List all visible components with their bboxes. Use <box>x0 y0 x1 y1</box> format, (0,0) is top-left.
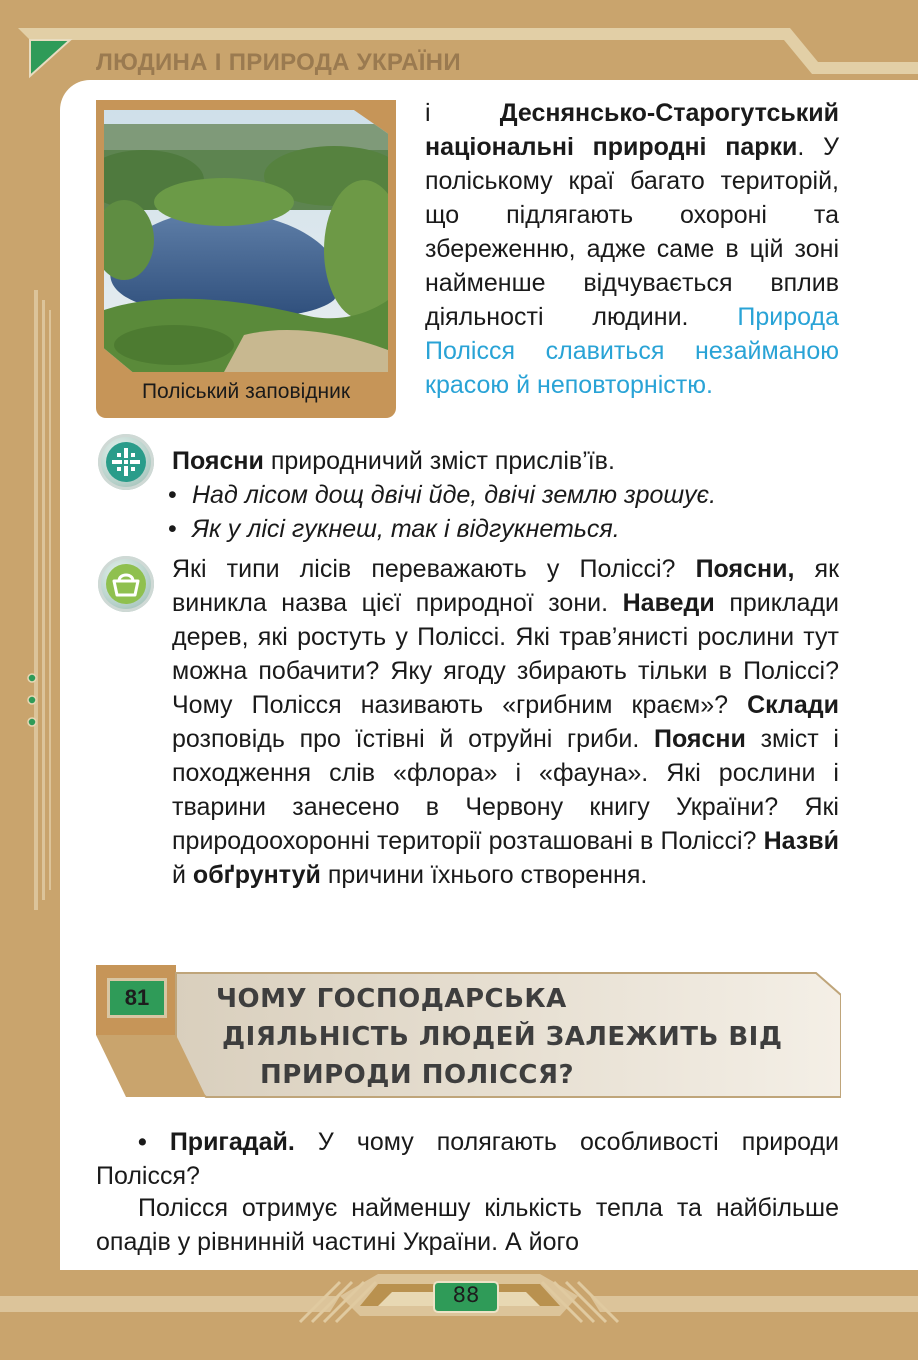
lesson-number: 81 <box>107 978 167 1018</box>
proverb-text: Як у лісі гукнеш, так і відгукнеться. <box>192 515 620 543</box>
question-text: причини їхнього створення. <box>320 861 648 889</box>
intro-paragraph <box>425 96 839 402</box>
figure-caption: Поліський заповідник <box>141 380 351 403</box>
proverbs-lead-bold: Поясни <box>172 447 264 475</box>
running-title: ЛЮДИНА І ПРИРОДА УКРАЇНИ <box>96 49 461 76</box>
proverb-item: • Над лісом дощ двічі йде, двічі землю зрошує. <box>168 481 717 509</box>
intro-text: . У поліському краї багато територій, що підлягають охороні та збереженню, адже саме в цій зоні найменше відчувається вплив діяльності людини. <box>425 133 839 331</box>
question-text: розповідь про їстівні й отруйні гриби. <box>172 725 654 753</box>
question-text: й <box>172 861 193 889</box>
recall-text: У чому полягають особливості природи Полісся? <box>96 1128 839 1190</box>
task-verb: обґрунтуй <box>192 861 321 889</box>
task-verb: Назви́ <box>763 827 839 855</box>
recall-bold: Пригадай. <box>169 1128 295 1156</box>
proverbs-task <box>172 444 839 478</box>
lesson-title <box>216 980 783 1094</box>
task-verb: Поясни, <box>695 555 795 583</box>
question-text: приклади дерев, які ростуть у Поліссі. Які трав’янисті рослини тут можна побачити? Яку ягоду збирають тільки в Поліссі? Чому Полісся називають «грибним краєм»? <box>172 589 839 719</box>
parks-names: Деснянсько-Старогутський національні природні парки <box>425 99 839 161</box>
recall-bullet: • <box>138 1128 147 1156</box>
proverbs-lead-rest: природничий зміст прислів’їв. <box>263 447 615 475</box>
recall-task <box>96 1125 839 1193</box>
basket-icon <box>98 556 154 612</box>
page-number: 88 <box>452 1283 480 1307</box>
task-verb: Поясни <box>653 725 746 753</box>
task-verb: Наведи <box>622 589 715 617</box>
proverb-text: Над лісом дощ двічі йде, двічі землю зрошує. <box>192 481 717 509</box>
task-verb: Склади <box>747 691 839 719</box>
intro-start: і <box>425 99 500 127</box>
question-text: як виникла назва цієї природної зони. <box>172 555 840 617</box>
lesson-title-line: ПРИРОДИ ПОЛІССЯ? <box>260 1060 575 1090</box>
footer-ornament <box>0 1262 918 1360</box>
intro-highlight: Природа Полісся славиться незайманою красою й неповторністю. <box>425 303 839 399</box>
question-text: Які типи лісів переважають у Поліссі? <box>172 555 696 583</box>
proverb-item: • Як у лісі гукнеш, так і відгукнеться. <box>168 515 620 543</box>
questions-task <box>172 552 839 892</box>
question-text: зміст і походження слів «флора» і «фауна». Які рослини і тварини занесено в Червону книгу України? Які природоохоронні території розташовані в Поліссі? <box>172 725 839 855</box>
lesson-title-line: ДІЯЛЬНІСТЬ ЛЮДЕЙ ЗАЛЕЖИТЬ ВІД <box>222 1022 783 1052</box>
lake-landscape-image <box>104 110 388 372</box>
margin-dots <box>26 672 38 732</box>
reserve-photo <box>104 110 388 372</box>
ornament-icon <box>98 434 154 490</box>
body-paragraph: Полісся отримує найменшу кількість тепла та найбільше опадів у рівнинній частині України. А його <box>96 1194 839 1256</box>
lesson-title-line: ЧОМУ ГОСПОДАРСЬКА <box>216 984 567 1014</box>
